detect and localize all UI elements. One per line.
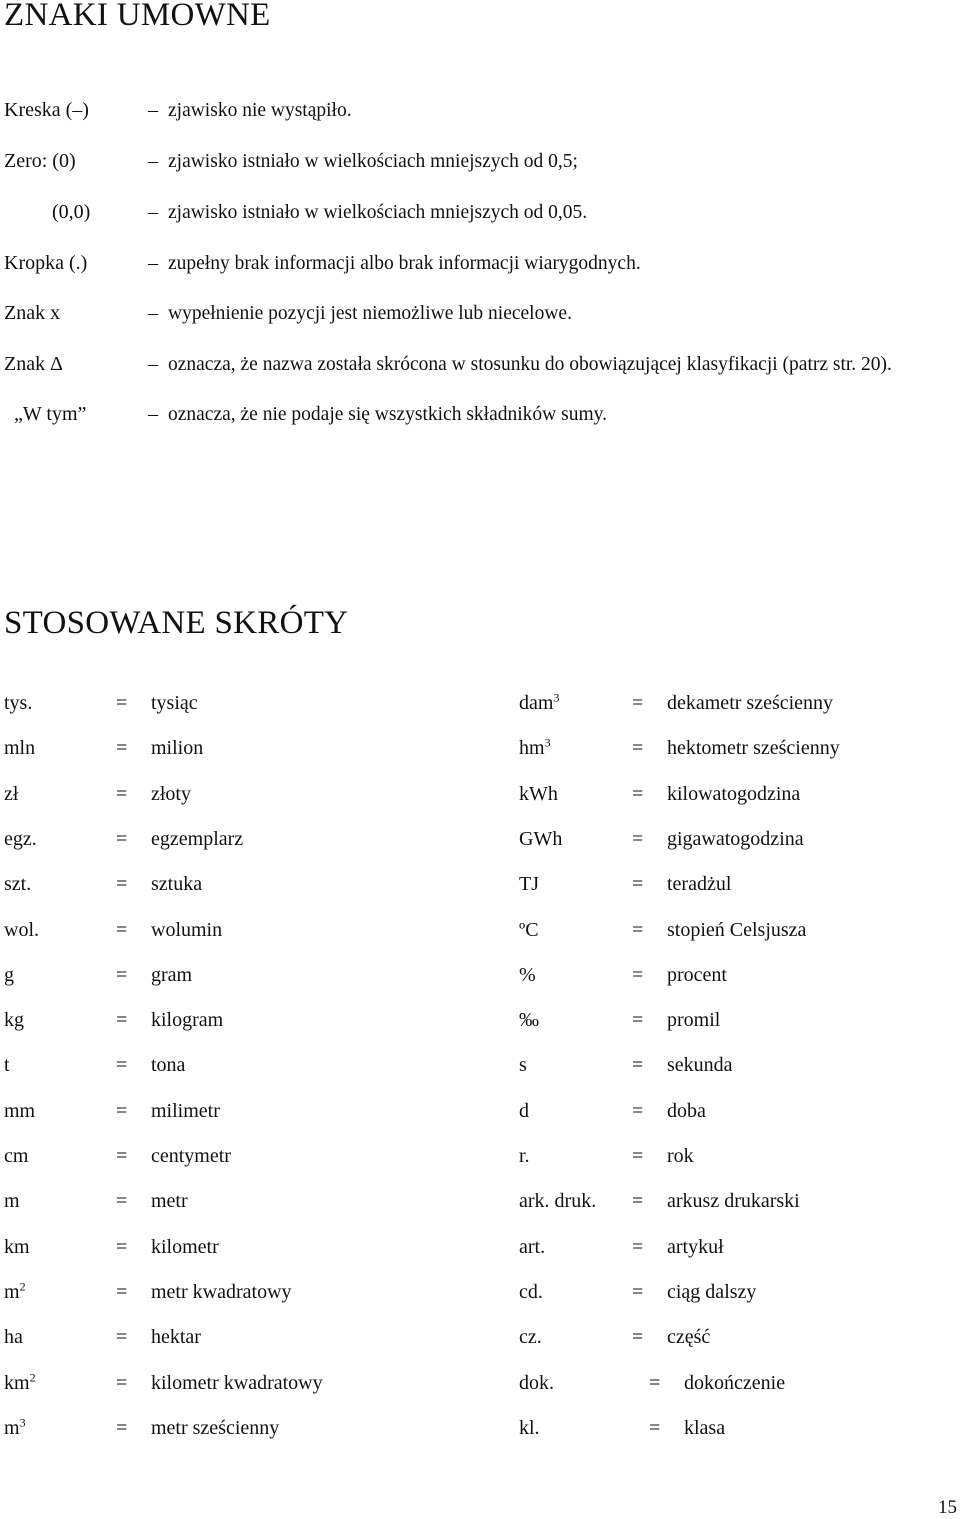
equals-sign: = — [649, 1417, 661, 1439]
abbreviation: ark. druk. — [519, 1190, 597, 1212]
abbreviation-superscript: 3 — [19, 1415, 26, 1430]
equals-sign: = — [632, 737, 644, 759]
abbreviation: art. — [519, 1236, 546, 1258]
equals-sign: = — [632, 783, 644, 805]
meaning: sztuka — [151, 873, 203, 895]
abbreviation: g — [4, 964, 14, 986]
equals-sign: = — [116, 1054, 128, 1076]
meaning: milion — [151, 737, 204, 759]
sign-symbol: Kreska (–) — [4, 99, 89, 121]
sign-symbol: „W tym” — [14, 403, 87, 425]
abbreviation-superscript: 2 — [19, 1279, 26, 1294]
page-title: ZNAKI UMOWNE — [4, 0, 271, 33]
abbreviation: km — [4, 1236, 30, 1258]
equals-sign: = — [649, 1372, 661, 1394]
abbreviation: cm — [4, 1145, 29, 1167]
meaning: klasa — [684, 1417, 726, 1439]
meaning: centymetr — [151, 1145, 231, 1167]
equals-sign: = — [632, 1190, 644, 1212]
sign-dash: – — [148, 302, 158, 324]
abbreviation-cell — [519, 737, 551, 760]
sign-dash: – — [148, 201, 158, 223]
equals-sign: = — [116, 964, 128, 986]
abbreviation: hm — [519, 737, 545, 759]
meaning: promil — [667, 1009, 721, 1031]
meaning: złoty — [151, 783, 191, 805]
equals-sign: = — [632, 873, 644, 895]
abbreviation: m — [4, 1417, 20, 1439]
sign-symbol: Znak Δ — [4, 353, 63, 375]
equals-sign: = — [116, 1372, 128, 1394]
sign-description: zupełny brak informacji albo brak informacji wiarygodnych. — [168, 253, 641, 274]
meaning: arkusz drukarski — [667, 1190, 800, 1212]
sign-symbol: Zero: (0) — [4, 150, 76, 172]
sign-dash: – — [148, 403, 158, 425]
sign-description: zjawisko nie wystąpiło. — [168, 100, 352, 121]
equals-sign: = — [116, 783, 128, 805]
equals-sign: = — [632, 1054, 644, 1076]
sign-dash: – — [148, 99, 158, 121]
abbreviation: TJ — [519, 873, 539, 895]
equals-sign: = — [116, 1145, 128, 1167]
abbreviation: m — [4, 1190, 20, 1212]
meaning: część — [667, 1326, 711, 1348]
meaning: egzemplarz — [151, 828, 244, 850]
abbreviation: s — [519, 1054, 527, 1076]
abbreviations-title: STOSOWANE SKRÓTY — [4, 605, 349, 641]
meaning: gram — [151, 964, 193, 986]
abbreviation: szt. — [4, 873, 32, 895]
abbreviation-cell — [4, 1417, 26, 1440]
abbreviation-superscript: 3 — [553, 690, 560, 705]
equals-sign: = — [632, 1009, 644, 1031]
equals-sign: = — [632, 1236, 644, 1258]
meaning: hektometr sześcienny — [667, 737, 840, 759]
meaning: sekunda — [667, 1054, 733, 1076]
meaning: rok — [667, 1145, 694, 1167]
abbreviation-cell — [519, 692, 559, 715]
sign-dash: – — [148, 252, 158, 274]
meaning: tysiąc — [151, 692, 198, 714]
meaning: metr — [151, 1190, 188, 1212]
abbreviation: r. — [519, 1145, 530, 1167]
abbreviation-cell — [4, 1281, 26, 1304]
equals-sign: = — [632, 919, 644, 941]
meaning: kilometr — [151, 1236, 219, 1258]
sign-dash: – — [148, 150, 158, 172]
abbreviation: km — [4, 1372, 30, 1394]
equals-sign: = — [632, 692, 644, 714]
sign-description: oznacza, że nie podaje się wszystkich składników sumy. — [168, 404, 607, 425]
abbreviation: ‰ — [519, 1009, 539, 1031]
abbreviation: % — [519, 964, 536, 986]
equals-sign: = — [116, 1100, 128, 1122]
equals-sign: = — [116, 919, 128, 941]
meaning: metr kwadratowy — [151, 1281, 292, 1303]
meaning: artykuł — [667, 1236, 724, 1258]
meaning: hektar — [151, 1326, 201, 1348]
abbreviation: dok. — [519, 1372, 554, 1394]
abbreviation: wol. — [4, 919, 39, 941]
abbreviation: kWh — [519, 783, 558, 805]
equals-sign: = — [116, 737, 128, 759]
abbreviation-superscript: 3 — [544, 735, 551, 750]
equals-sign: = — [116, 1236, 128, 1258]
abbreviation-cell — [4, 1372, 36, 1395]
equals-sign: = — [632, 964, 644, 986]
meaning: ciąg dalszy — [667, 1281, 757, 1303]
equals-sign: = — [116, 692, 128, 714]
equals-sign: = — [116, 1417, 128, 1439]
sign-dash: – — [148, 353, 158, 375]
abbreviation-superscript: 2 — [29, 1370, 36, 1385]
meaning: kilometr kwadratowy — [151, 1372, 323, 1394]
sign-symbol: Znak x — [4, 302, 61, 324]
meaning: milimetr — [151, 1100, 220, 1122]
abbreviation: dam — [519, 692, 554, 714]
equals-sign: = — [632, 828, 644, 850]
equals-sign: = — [116, 828, 128, 850]
meaning: procent — [667, 964, 727, 986]
equals-sign: = — [632, 1326, 644, 1348]
abbreviation: mln — [4, 737, 36, 759]
equals-sign: = — [116, 1281, 128, 1303]
meaning: doba — [667, 1100, 706, 1122]
abbreviation: tys. — [4, 692, 33, 714]
meaning: teradżul — [667, 873, 732, 895]
sign-description: wypełnienie pozycji jest niemożliwe lub niecelowe. — [168, 303, 572, 324]
equals-sign: = — [116, 1190, 128, 1212]
abbreviation: cd. — [519, 1281, 543, 1303]
sign-symbol: (0,0) — [52, 201, 91, 223]
equals-sign: = — [116, 1009, 128, 1031]
abbreviation: d — [519, 1100, 529, 1122]
abbreviation: m — [4, 1281, 20, 1303]
sign-symbol: Kropka (.) — [4, 252, 88, 274]
meaning: tona — [151, 1054, 186, 1076]
meaning: metr sześcienny — [151, 1417, 280, 1439]
meaning: wolumin — [151, 919, 223, 941]
abbreviation: kl. — [519, 1417, 540, 1439]
sign-description: zjawisko istniało w wielkościach mniejszych od 0,05. — [168, 202, 588, 223]
abbreviation: mm — [4, 1100, 36, 1122]
abbreviation: ha — [4, 1326, 23, 1348]
equals-sign: = — [632, 1281, 644, 1303]
meaning: gigawatogodzina — [667, 828, 804, 850]
abbreviation: t — [4, 1054, 10, 1076]
meaning: dekametr sześcienny — [667, 692, 834, 714]
meaning: dokończenie — [684, 1372, 786, 1394]
abbreviation: zł — [4, 783, 19, 805]
meaning: kilowatogodzina — [667, 783, 801, 805]
meaning: stopień Celsjusza — [667, 919, 807, 941]
equals-sign: = — [632, 1100, 644, 1122]
sign-description: zjawisko istniało w wielkościach mniejszych od 0,5; — [168, 151, 578, 172]
equals-sign: = — [116, 873, 128, 895]
meaning: kilogram — [151, 1009, 224, 1031]
page-number: 15 — [938, 1497, 957, 1518]
abbreviation: ºC — [519, 919, 539, 941]
equals-sign: = — [632, 1145, 644, 1167]
abbreviation: kg — [4, 1009, 24, 1031]
abbreviation: cz. — [519, 1326, 542, 1348]
abbreviation: egz. — [4, 828, 37, 850]
abbreviation: GWh — [519, 828, 563, 850]
equals-sign: = — [116, 1326, 128, 1348]
sign-description: oznacza, że nazwa została skrócona w stosunku do obowiązującej klasyfikacji (patrz str. 20). — [168, 354, 892, 375]
